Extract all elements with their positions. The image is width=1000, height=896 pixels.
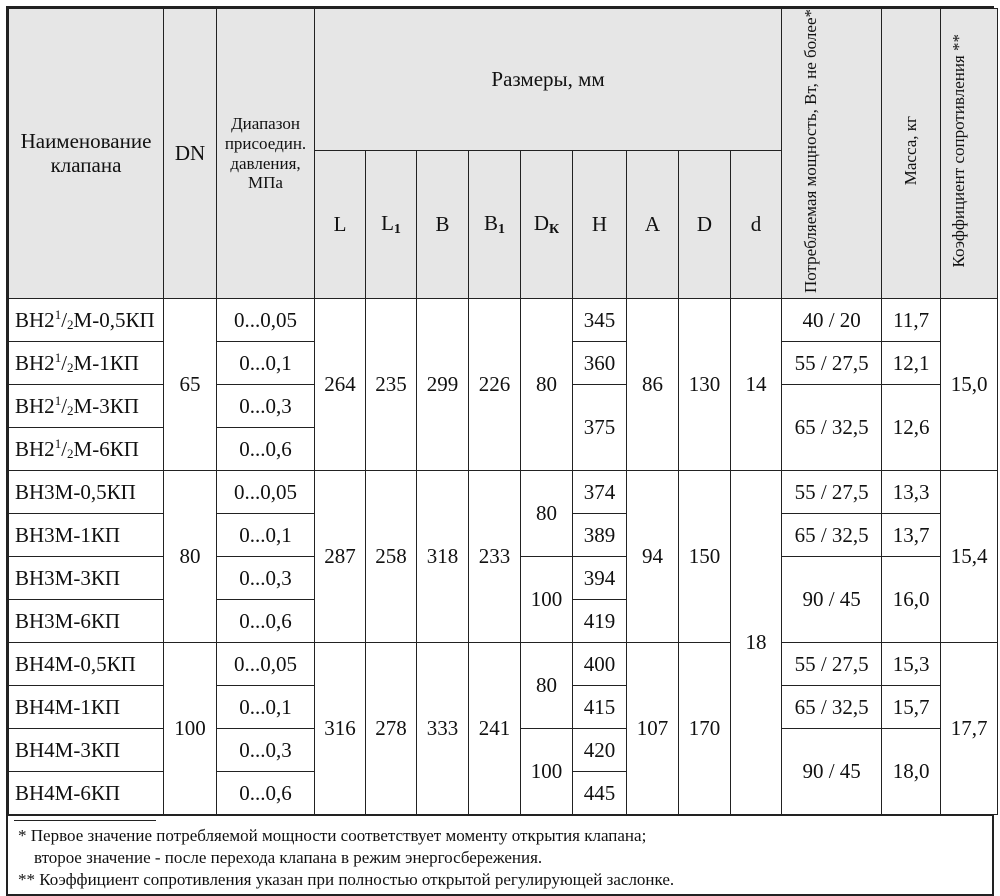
valve-spec-table bbox=[8, 8, 998, 815]
table-body bbox=[9, 299, 998, 815]
dim-H: 415 bbox=[573, 686, 627, 729]
dim-L1: 278 bbox=[366, 643, 417, 815]
dim-Dk: 100 bbox=[521, 557, 573, 643]
valve-name: $ВН2^1/2М-1КП$ bbox=[9, 342, 164, 385]
valve-name: $ВН2^1/2М-3КП$ bbox=[9, 385, 164, 428]
header-col-Dk-sub: К bbox=[549, 221, 560, 237]
pressure-range: 0...0,1 bbox=[217, 514, 315, 557]
dim-H: 400 bbox=[573, 643, 627, 686]
dim-H: 394 bbox=[573, 557, 627, 600]
dim-H: 360 bbox=[573, 342, 627, 385]
dim-L: 316 bbox=[315, 643, 366, 815]
pressure-range: 0...0,05 bbox=[217, 471, 315, 514]
pressure-range: 0...0,3 bbox=[217, 729, 315, 772]
dim-L: 287 bbox=[315, 471, 366, 643]
dim-L1: 235 bbox=[366, 299, 417, 471]
header-col-B1-base: B bbox=[483, 210, 498, 235]
header-col-Dk bbox=[521, 150, 573, 298]
dim-H: 374 bbox=[573, 471, 627, 514]
dim-H: 375 bbox=[573, 385, 627, 471]
dim-H: 445 bbox=[573, 772, 627, 815]
dim-A: 107 bbox=[627, 643, 679, 815]
dim-D: 150 bbox=[679, 471, 731, 643]
dn-value: 65 bbox=[164, 299, 217, 471]
footnote-divider bbox=[14, 820, 156, 821]
header-col-Dk-base: D bbox=[533, 210, 549, 235]
valve-name: $ВН2^1/2М-0,5КП$ bbox=[9, 299, 164, 342]
valve-spec-table-container bbox=[6, 6, 994, 896]
power-value: 40 / 20 bbox=[782, 299, 882, 342]
power-value: 90 / 45 bbox=[782, 729, 882, 815]
footnotes bbox=[8, 815, 992, 894]
dim-H: 345 bbox=[573, 299, 627, 342]
pressure-range: 0...0,05 bbox=[217, 643, 315, 686]
footnote-1-continued: вторoе значение - после перехода клапана в режим энергосбережения. bbox=[34, 847, 543, 867]
dim-B1: 241 bbox=[469, 643, 521, 815]
valve-name: ВН4М-3КП bbox=[9, 729, 164, 772]
header-mass bbox=[882, 9, 941, 299]
pressure-range: 0...0,1 bbox=[217, 342, 315, 385]
power-value: 90 / 45 bbox=[782, 557, 882, 643]
dim-d: 18 bbox=[731, 471, 782, 815]
valve-name: ВН3М-6КП bbox=[9, 600, 164, 643]
header-col-H: H bbox=[573, 150, 627, 298]
mass-value: 13,3 bbox=[882, 471, 941, 514]
header-col-d: d bbox=[731, 150, 782, 298]
valve-name: ВН3М-0,5КП bbox=[9, 471, 164, 514]
dim-L1: 258 bbox=[366, 471, 417, 643]
dim-L: 264 bbox=[315, 299, 366, 471]
dn-value: 100 bbox=[164, 643, 217, 815]
header-col-L: L bbox=[315, 150, 366, 298]
header-dn: DN bbox=[164, 9, 217, 299]
dim-d: 14 bbox=[731, 299, 782, 471]
power-value: 65 / 32,5 bbox=[782, 385, 882, 471]
dim-B1: 233 bbox=[469, 471, 521, 643]
pressure-range: 0...0,05 bbox=[217, 299, 315, 342]
pressure-range: 0...0,3 bbox=[217, 557, 315, 600]
header-col-L1-sub: 1 bbox=[393, 221, 401, 237]
dim-B: 333 bbox=[417, 643, 469, 815]
header-col-B: B bbox=[417, 150, 469, 298]
mass-value: 15,7 bbox=[882, 686, 941, 729]
pressure-range: 0...0,6 bbox=[217, 772, 315, 815]
header-pressure: Диапазон присоедин. давления, МПа bbox=[217, 9, 315, 299]
valve-name: ВН4М-1КП bbox=[9, 686, 164, 729]
header-coef bbox=[941, 9, 998, 299]
table-row bbox=[9, 471, 998, 514]
coef-value: 17,7 bbox=[941, 643, 998, 815]
pressure-range: 0...0,6 bbox=[217, 600, 315, 643]
mass-value: 15,3 bbox=[882, 643, 941, 686]
pressure-range: 0...0,3 bbox=[217, 385, 315, 428]
header-mass-text: Масса, кг bbox=[901, 116, 921, 186]
header-col-B1-sub: 1 bbox=[498, 221, 505, 237]
dim-H: 419 bbox=[573, 600, 627, 643]
pressure-range: 0...0,1 bbox=[217, 686, 315, 729]
header-coef-text: Коэффициент сопротивления ** bbox=[949, 34, 969, 268]
mass-value: 11,7 bbox=[882, 299, 941, 342]
header-power bbox=[782, 9, 882, 299]
dn-value: 80 bbox=[164, 471, 217, 643]
header-col-A: A bbox=[627, 150, 679, 298]
header-col-B1 bbox=[469, 150, 521, 298]
power-value: 65 / 32,5 bbox=[782, 514, 882, 557]
table-row bbox=[9, 643, 998, 686]
mass-value: 12,6 bbox=[882, 385, 941, 471]
footnote-1: * Первое значение потребляемой мощности соответствует моменту открытия клапана; bbox=[18, 826, 647, 846]
dim-B: 318 bbox=[417, 471, 469, 643]
dim-Dk: 80 bbox=[521, 471, 573, 557]
mass-value: 16,0 bbox=[882, 557, 941, 643]
power-value: 55 / 27,5 bbox=[782, 342, 882, 385]
dim-Dk: 100 bbox=[521, 729, 573, 815]
coef-value: 15,0 bbox=[941, 299, 998, 471]
valve-name: ВН3М-3КП bbox=[9, 557, 164, 600]
valve-name: ВН4М-6КП bbox=[9, 772, 164, 815]
dim-B1: 226 bbox=[469, 299, 521, 471]
header-name: Наименование клапана bbox=[9, 9, 164, 299]
footnote-2: ** Коэффициент сопротивления указан при полностью открытой регулирующей заслонке. bbox=[18, 869, 675, 889]
dim-D: 170 bbox=[679, 643, 731, 815]
valve-name: $ВН2^1/2М-6КП$ bbox=[9, 428, 164, 471]
table-header bbox=[9, 9, 998, 299]
header-col-L1 bbox=[366, 150, 417, 298]
power-value: 55 / 27,5 bbox=[782, 643, 882, 686]
header-col-L1-base: L bbox=[381, 210, 394, 235]
pressure-range: 0...0,6 bbox=[217, 428, 315, 471]
header-dimensions: Размеры, мм bbox=[315, 9, 782, 151]
dim-A: 86 bbox=[627, 299, 679, 471]
power-value: 65 / 32,5 bbox=[782, 686, 882, 729]
dim-D: 130 bbox=[679, 299, 731, 471]
power-value: 55 / 27,5 bbox=[782, 471, 882, 514]
valve-name: ВН4М-0,5КП bbox=[9, 643, 164, 686]
mass-value: 13,7 bbox=[882, 514, 941, 557]
header-power-text: Потребляемая мощность, Вт, не более* bbox=[800, 9, 820, 294]
dim-A: 94 bbox=[627, 471, 679, 643]
coef-value: 15,4 bbox=[941, 471, 998, 643]
dim-Dk: 80 bbox=[521, 643, 573, 729]
header-col-D: D bbox=[679, 150, 731, 298]
mass-value: 18,0 bbox=[882, 729, 941, 815]
dim-B: 299 bbox=[417, 299, 469, 471]
mass-value: 12,1 bbox=[882, 342, 941, 385]
dim-Dk: 80 bbox=[521, 299, 573, 471]
valve-name: ВН3М-1КП bbox=[9, 514, 164, 557]
dim-H: 389 bbox=[573, 514, 627, 557]
table-row bbox=[9, 299, 998, 342]
dim-H: 420 bbox=[573, 729, 627, 772]
